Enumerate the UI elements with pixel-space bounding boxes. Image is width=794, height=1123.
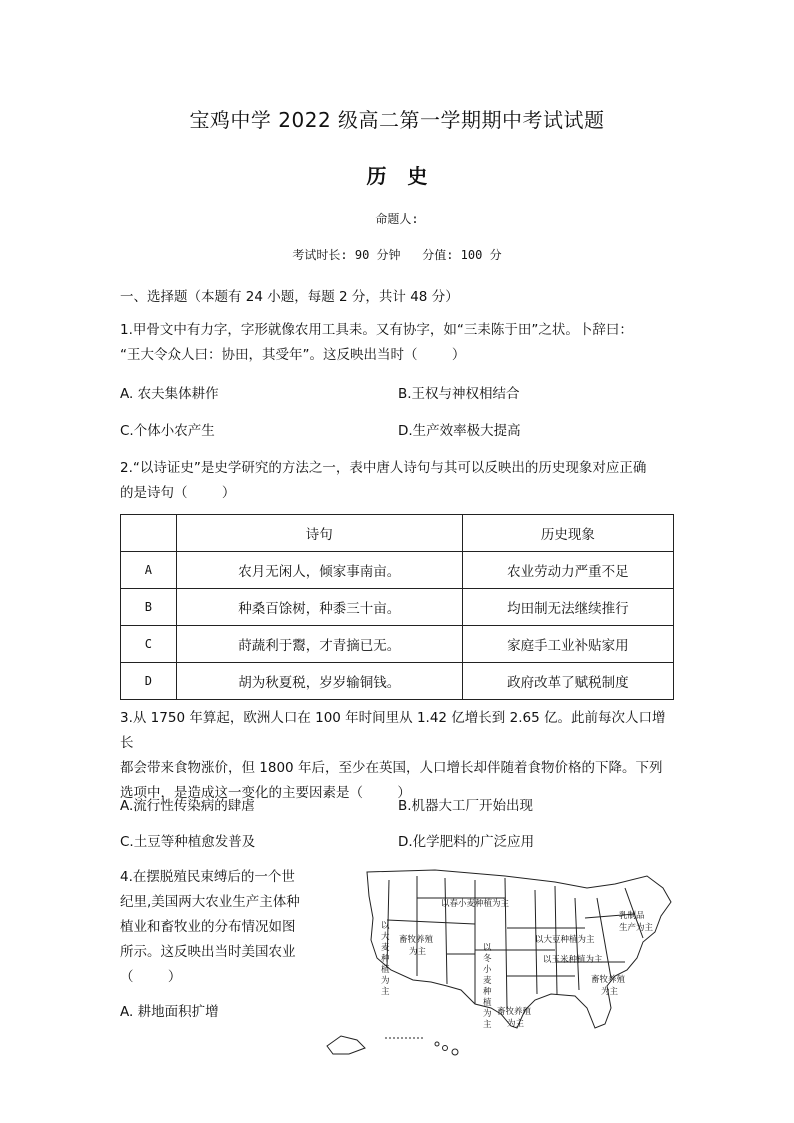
table-row [121, 589, 674, 626]
label-barley-vertical [381, 921, 390, 997]
q1-option-a: A. 农夫集体耕作 [120, 386, 219, 402]
svg-text:为: 为 [483, 1009, 492, 1019]
table-cell: 农业劳动力严重不足 [462, 552, 673, 589]
svg-text:麦: 麦 [381, 943, 390, 953]
q3-option-d: D.化学肥料的广泛应用 [398, 834, 535, 850]
question-4-line-3: 植业和畜牧业的分布情况如图 [120, 919, 296, 935]
us-agriculture-map [325, 858, 675, 1058]
svg-text:种: 种 [483, 987, 492, 997]
poetry-history-table [120, 514, 674, 700]
exam-meta: 考试时长: 90 分钟 分值: 100 分 [292, 248, 502, 262]
svg-text:小: 小 [483, 965, 492, 975]
table-cell: A [121, 552, 177, 589]
table-cell: C [121, 626, 177, 663]
question-4-line-1: 4.在摆脱殖民束缚后的一个世 [120, 869, 295, 885]
label-corn: 以玉米种植为主 [543, 955, 603, 965]
label-dairy-line-2: 生产为主 [619, 923, 654, 933]
q4-option-a: A. 耕地面积扩增 [120, 1004, 219, 1020]
table-cell: 均田制无法继续推行 [462, 589, 673, 626]
svg-text:冬: 冬 [483, 954, 492, 964]
table-cell: 种桑百馀树，种黍三十亩。 [176, 589, 462, 626]
table-header-row [121, 515, 674, 552]
question-3-line-2: 都会带来食物涨价，但 1800 年后，至少在英国，人口增长却伴随着食物价格的下降。下列 [120, 760, 663, 776]
question-2 [120, 456, 676, 506]
label-livestock-w-line-1: 畜牧养殖 [399, 935, 434, 945]
question-1-line-1: 1.甲骨文中有力字，字形就像农用工具耒。又有协字，如“三耒陈于田”之状。卜辞曰： [120, 322, 633, 338]
svg-text:为: 为 [381, 976, 390, 986]
svg-text:种: 种 [381, 954, 390, 964]
question-2-line-2: 的是诗句（ ） [120, 485, 236, 501]
label-spring-wheat: 以春小麦种植为主 [441, 899, 510, 909]
label-winter-wheat-vertical [483, 943, 492, 1030]
table-cell: 家庭手工业补贴家用 [462, 626, 673, 663]
subject-heading: 历 史 [366, 164, 428, 188]
svg-text:以: 以 [483, 943, 492, 953]
author-label: 命题人: [375, 212, 419, 226]
svg-text:主: 主 [483, 1020, 492, 1030]
section-heading: 一、选择题（本题有 24 小题，每题 2 分，共计 48 分） [120, 289, 459, 305]
label-dairy-line-1: 乳制品 [619, 911, 645, 921]
svg-text:以: 以 [381, 921, 390, 931]
q1-option-c: C.个体小农产生 [120, 423, 215, 439]
table-cell: 莳蔬利于鬻，才青摘已无。 [176, 626, 462, 663]
question-4-line-2: 纪里,美国两大农业生产主体种 [120, 894, 300, 910]
alaska-hawaii-insets [327, 1036, 458, 1055]
svg-text:植: 植 [381, 965, 390, 975]
q1-option-d: D.生产效率极大提高 [398, 423, 521, 439]
table-cell: D [121, 663, 177, 700]
label-livestock-s-line-1: 畜牧养殖 [497, 1007, 532, 1017]
table-row [121, 663, 674, 700]
question-1 [120, 318, 676, 368]
question-3 [120, 706, 676, 806]
svg-text:植: 植 [483, 998, 492, 1008]
question-4-line-5: （ ） [120, 969, 182, 985]
table-header-cell [121, 515, 177, 552]
label-livestock-s-line-2: 为主 [507, 1019, 525, 1029]
table-cell: 政府改革了赋税制度 [462, 663, 673, 700]
table-row [121, 552, 674, 589]
exam-title: 宝鸡中学 2022 级高二第一学期期中考试试题 [189, 108, 605, 132]
table-row [121, 626, 674, 663]
q3-option-c: C.土豆等种植愈发普及 [120, 834, 256, 850]
label-livestock-w-line-2: 为主 [409, 947, 427, 957]
label-soybean: 以大豆种植为主 [535, 935, 595, 945]
svg-text:主: 主 [381, 987, 390, 997]
question-1-line-2: “王大令众人曰：协田，其受年”。这反映出当时（ ） [120, 347, 466, 363]
q3-option-a: A.流行性传染病的肆虐 [120, 798, 255, 814]
question-3-line-3: 选项中，是造成这一变化的主要因素是（ ） [120, 785, 411, 801]
question-4-line-4: 所示。这反映出当时美国农业 [120, 944, 296, 960]
question-3-line-1: 3.从 1750 年算起，欧洲人口在 100 年时间里从 1.42 亿增长到 2.65 亿。此前每次人口增长 [120, 710, 666, 751]
table-cell: B [121, 589, 177, 626]
table-cell: 农月无闲人，倾家事南亩。 [176, 552, 462, 589]
svg-text:麦: 麦 [483, 976, 492, 986]
q1-option-b: B.王权与神权相结合 [398, 386, 520, 402]
table-header-cell: 历史现象 [462, 515, 673, 552]
q3-option-b: B.机器大工厂开始出现 [398, 798, 534, 814]
label-livestock-se-line-2: 为主 [601, 987, 619, 997]
question-4 [120, 865, 320, 990]
table-cell: 胡为秋夏税，岁岁输铜钱。 [176, 663, 462, 700]
svg-text:大: 大 [381, 932, 390, 942]
question-2-line-1: 2.“以诗证史”是史学研究的方法之一，表中唐人诗句与其可以反映出的历史现象对应正确 [120, 460, 647, 476]
table-header-cell: 诗句 [176, 515, 462, 552]
label-livestock-se-line-1: 畜牧养殖 [591, 975, 626, 985]
